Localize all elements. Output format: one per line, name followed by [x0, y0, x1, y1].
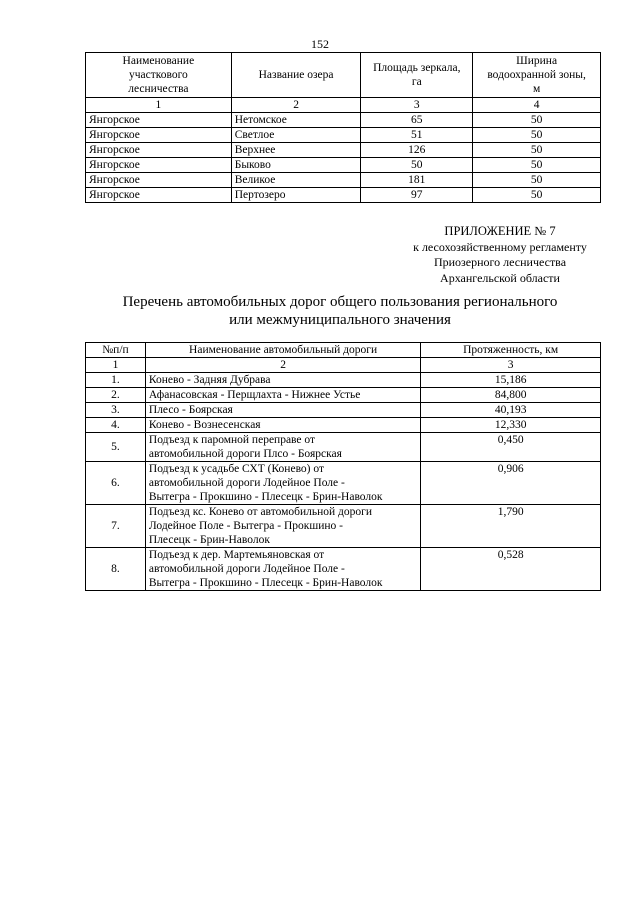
lakes-cell: Янгорское — [86, 173, 232, 188]
roads-column-number: 2 — [145, 358, 420, 373]
road-name-line: автомобильной дороги Лодейное Поле - — [148, 477, 345, 489]
appendix-line-3: Архангельской области — [440, 270, 560, 285]
lakes-cell: Нетомское — [231, 113, 361, 128]
road-name — [145, 433, 420, 462]
lakes-header-line: Площадь зеркала, — [373, 62, 461, 74]
lakes-column-numbers-row — [86, 98, 601, 113]
appendix-line-2: Приозерного лесничества — [433, 255, 567, 269]
roads-table-row — [86, 505, 601, 548]
lakes-header-cell — [231, 53, 361, 98]
lakes-table — [85, 52, 601, 203]
road-name — [145, 403, 420, 418]
road-name — [145, 373, 420, 388]
roads-column-number: 1 — [86, 358, 146, 373]
lakes-header-line: водоохранной зоны, — [487, 69, 586, 81]
road-length: 40,193 — [421, 403, 601, 418]
lakes-cell: Янгорское — [86, 113, 232, 128]
lakes-cell: 50 — [473, 173, 601, 188]
road-length: 0,906 — [421, 462, 601, 505]
lakes-cell: Верхнее — [231, 143, 361, 158]
lakes-header-cell — [361, 53, 473, 98]
lakes-cell: Пертозеро — [231, 188, 361, 203]
roads-header-cell: Наименование автомобильный дороги — [145, 343, 420, 358]
road-length: 15,186 — [421, 373, 601, 388]
lakes-cell: Светлое — [231, 128, 361, 143]
lakes-table-row — [86, 128, 601, 143]
lakes-cell: 50 — [473, 128, 601, 143]
road-name-line: Вытегра - Прокшино - Плесецк - Брин-Наволок — [148, 491, 383, 503]
roads-table-row — [86, 433, 601, 462]
lakes-table-row — [86, 158, 601, 173]
appendix-line-1: к лесохозяйственному регламенту — [413, 239, 587, 254]
lakes-cell: 51 — [361, 128, 473, 143]
lakes-column-number: 1 — [86, 98, 232, 113]
lakes-header-line: м — [532, 83, 541, 95]
roads-table-row — [86, 373, 601, 388]
road-length: 1,790 — [421, 505, 601, 548]
roads-table-row — [86, 403, 601, 418]
lakes-header-line: га — [411, 76, 422, 88]
lakes-table-row — [86, 143, 601, 158]
lakes-header-line: участкового — [128, 69, 188, 81]
lakes-cell: Великое — [231, 173, 361, 188]
road-number: 2. — [86, 388, 146, 403]
road-name — [145, 388, 420, 403]
lakes-header-line: Ширина — [516, 55, 558, 67]
lakes-header-line: лесничества — [128, 83, 189, 95]
road-number: 1. — [86, 373, 146, 388]
road-name-line: Подъезд к дер. Мартемьяновская от — [148, 549, 325, 561]
road-number: 7. — [86, 505, 146, 548]
lakes-header-cell — [473, 53, 601, 98]
road-length: 12,330 — [421, 418, 601, 433]
lakes-cell: 65 — [361, 113, 473, 128]
appendix-block — [360, 224, 640, 286]
road-number: 8. — [86, 548, 146, 591]
lakes-cell: 50 — [473, 113, 601, 128]
road-name-line: Подъезд кс. Конево от автомобильной дороги — [148, 506, 373, 518]
lakes-header-row — [86, 53, 601, 98]
road-name-line: Подъезд к усадьбе СХТ (Конево) от — [148, 463, 324, 475]
road-name — [145, 505, 420, 548]
road-number: 3. — [86, 403, 146, 418]
road-name — [145, 462, 420, 505]
roads-column-number: 3 — [421, 358, 601, 373]
road-length: 0,528 — [421, 548, 601, 591]
lakes-cell: Янгорское — [86, 158, 232, 173]
lakes-header-line: Наименование — [122, 55, 195, 67]
roads-heading-line-2: или межмуниципального значения — [229, 312, 451, 328]
road-length: 0,450 — [421, 433, 601, 462]
road-name-line: автомобильной дороги Лодейное Поле - — [148, 563, 345, 575]
road-number: 5. — [86, 433, 146, 462]
roads-column-numbers-row — [86, 358, 601, 373]
lakes-column-number: 4 — [473, 98, 601, 113]
lakes-table-row — [86, 113, 601, 128]
lakes-cell: Янгорское — [86, 188, 232, 203]
roads-header-row — [86, 343, 601, 358]
page-number: 152 — [311, 37, 329, 51]
lakes-header-line: Название озера — [258, 69, 334, 81]
lakes-cell: Быково — [231, 158, 361, 173]
roads-header-cell: Протяженность, км — [421, 343, 601, 358]
lakes-cell: 50 — [361, 158, 473, 173]
roads-table-row — [86, 548, 601, 591]
lakes-cell: 50 — [473, 143, 601, 158]
road-number: 4. — [86, 418, 146, 433]
road-name-line: автомобильной дороги Плсо - Боярская — [148, 448, 342, 460]
lakes-column-number: 2 — [231, 98, 361, 113]
roads-header-cell: №п/п — [86, 343, 146, 358]
lakes-header-cell — [86, 53, 232, 98]
roads-table-row — [86, 418, 601, 433]
roads-heading-line-1: Перечень автомобильных дорог общего пользования регионального — [122, 294, 558, 310]
road-name-line: Лодейное Поле - Вытегра - Прокшино - — [148, 520, 343, 532]
road-number: 6. — [86, 462, 146, 505]
roads-table-row — [86, 388, 601, 403]
road-name-line: Конево - Вознесенская — [148, 419, 261, 431]
road-name-line: Плесецк - Брин-Наволок — [148, 534, 270, 546]
road-name-line: Плесо - Боярская — [148, 404, 233, 416]
lakes-cell: 126 — [361, 143, 473, 158]
lakes-table-row — [86, 188, 601, 203]
lakes-cell: 97 — [361, 188, 473, 203]
lakes-table-row — [86, 173, 601, 188]
roads-table-row — [86, 462, 601, 505]
roads-heading — [90, 293, 590, 329]
lakes-cell: 181 — [361, 173, 473, 188]
lakes-cell: 50 — [473, 158, 601, 173]
road-name — [145, 548, 420, 591]
appendix-title: ПРИЛОЖЕНИЕ № 7 — [444, 224, 556, 238]
road-name-line: Афанасовская - Перщлахта - Нижнее Устье — [148, 389, 361, 401]
road-name-line: Вытегра - Прокшино - Плесецк - Брин-Наволок — [148, 577, 383, 589]
road-name — [145, 418, 420, 433]
lakes-cell: 50 — [473, 188, 601, 203]
lakes-cell: Янгорское — [86, 128, 232, 143]
roads-table — [85, 342, 601, 591]
road-name-line: Конево - Задняя Дубрава — [148, 374, 271, 386]
lakes-cell: Янгорское — [86, 143, 232, 158]
lakes-column-number: 3 — [361, 98, 473, 113]
road-name-line: Подъезд к паромной переправе от — [148, 434, 316, 446]
road-length: 84,800 — [421, 388, 601, 403]
